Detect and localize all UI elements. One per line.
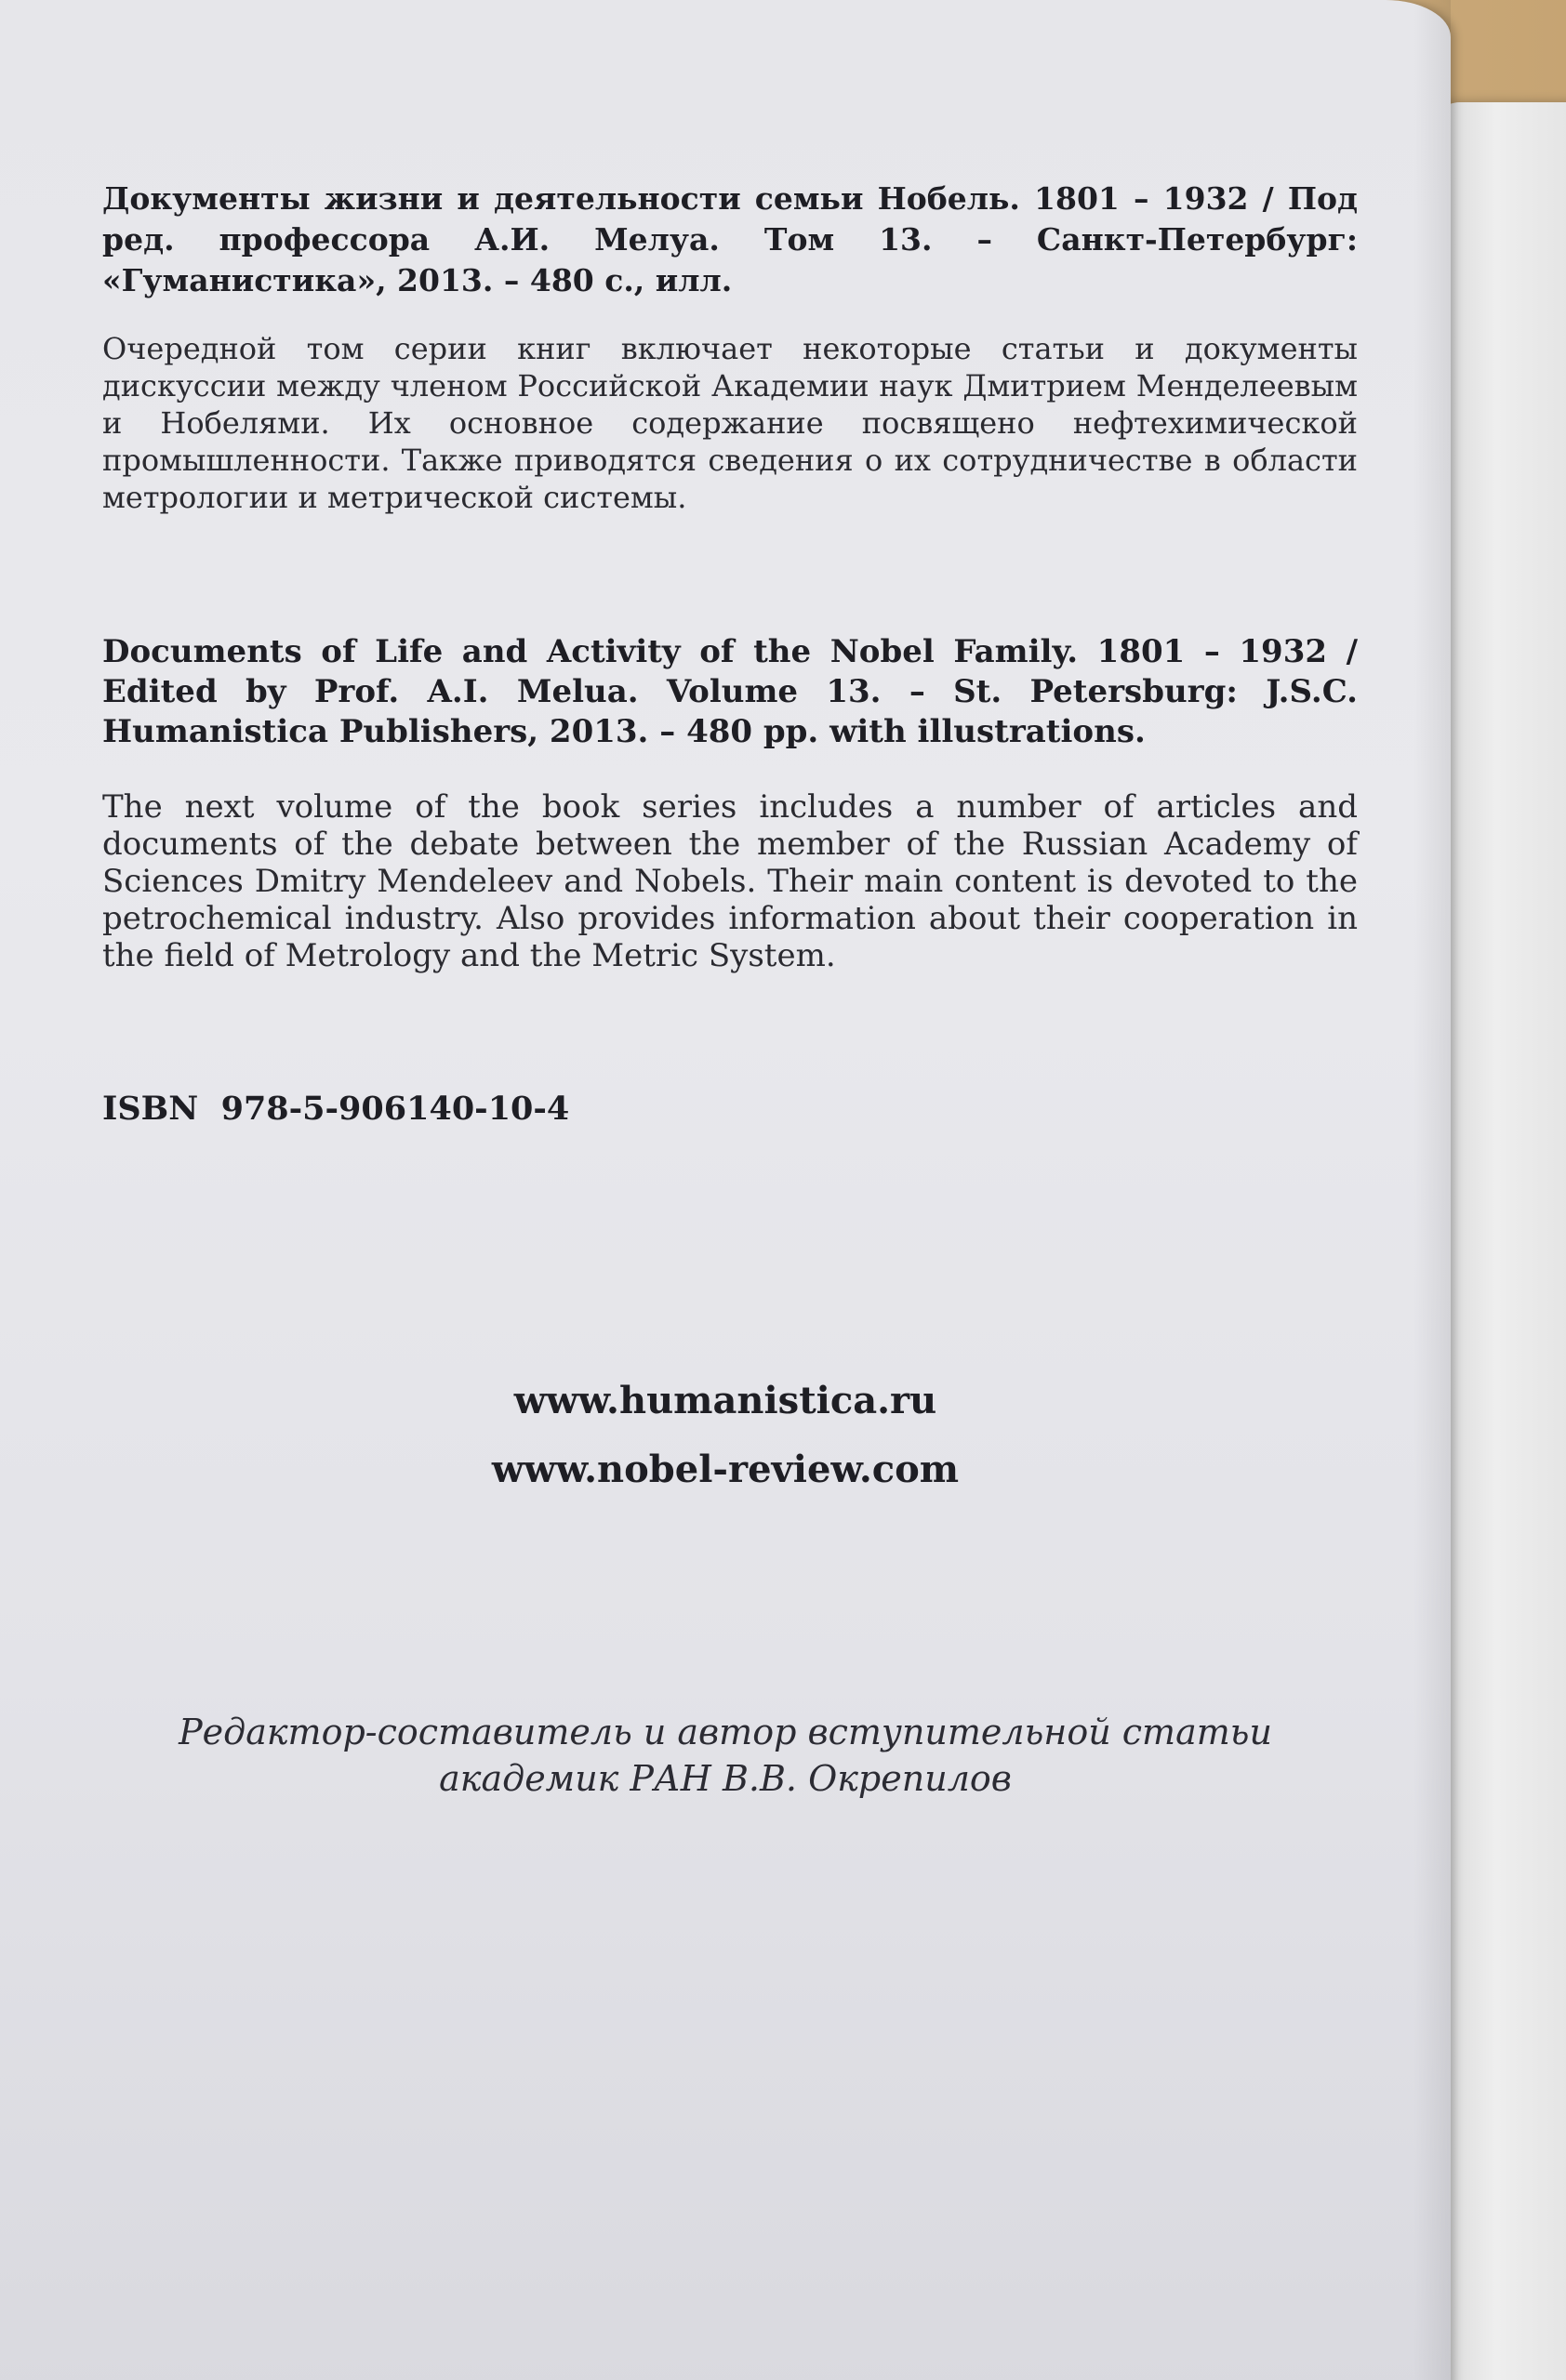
isbn-number: ISBN 978-5-906140-10-4 xyxy=(102,1090,570,1128)
russian-abstract: Очередной том серии книг включает некоторые статьи и документы дискуссии между членом Российской Академии наук Дмитрием Менделеевым и Нобелями. Их основное содержание посвящено нефтехимической промышленности. Также приводятся сведения о их сотрудничестве в области метрологии и метрической системы. xyxy=(102,331,1358,515)
website-humanistica: www.humanistica.ru xyxy=(513,1379,937,1422)
editor-credit-line-2: академик РАН В.В. Окрепилов xyxy=(439,1758,1012,1799)
website-list xyxy=(102,1367,1348,1504)
website-nobel-review: www.nobel-review.com xyxy=(491,1448,960,1491)
editor-credit xyxy=(102,1709,1348,1802)
russian-bibliographic-reference: Документы жизни и деятельности семьи Нобель. 1801 – 1932 / Под ред. профессора А.И. Мелуа. Том 13. – Санкт-Петербург: «Гуманистика», 2013. – 480 с., илл. xyxy=(102,180,1358,298)
editor-credit-line-1: Редактор-составитель и автор вступительной статьи xyxy=(179,1712,1272,1752)
english-bibliographic-reference: Documents of Life and Activity of the Nobel Family. 1801 – 1932 / Edited by Prof. A.I. Melua. Volume 13. – St. Petersburg: J.S.C. Humanistica Publishers, 2013. – 480 pp. with illustrations. xyxy=(102,633,1358,750)
english-abstract: The next volume of the book series includes a number of articles and documents of the debate between the member of the Russian Academy of Sciences Dmitry Mendeleev and Nobels. Their main content is devoted to the petrochemical industry. Also provides information about their cooperation in the field of Metrology and the Metric System. xyxy=(102,788,1358,974)
adjacent-page xyxy=(1432,102,1566,2380)
